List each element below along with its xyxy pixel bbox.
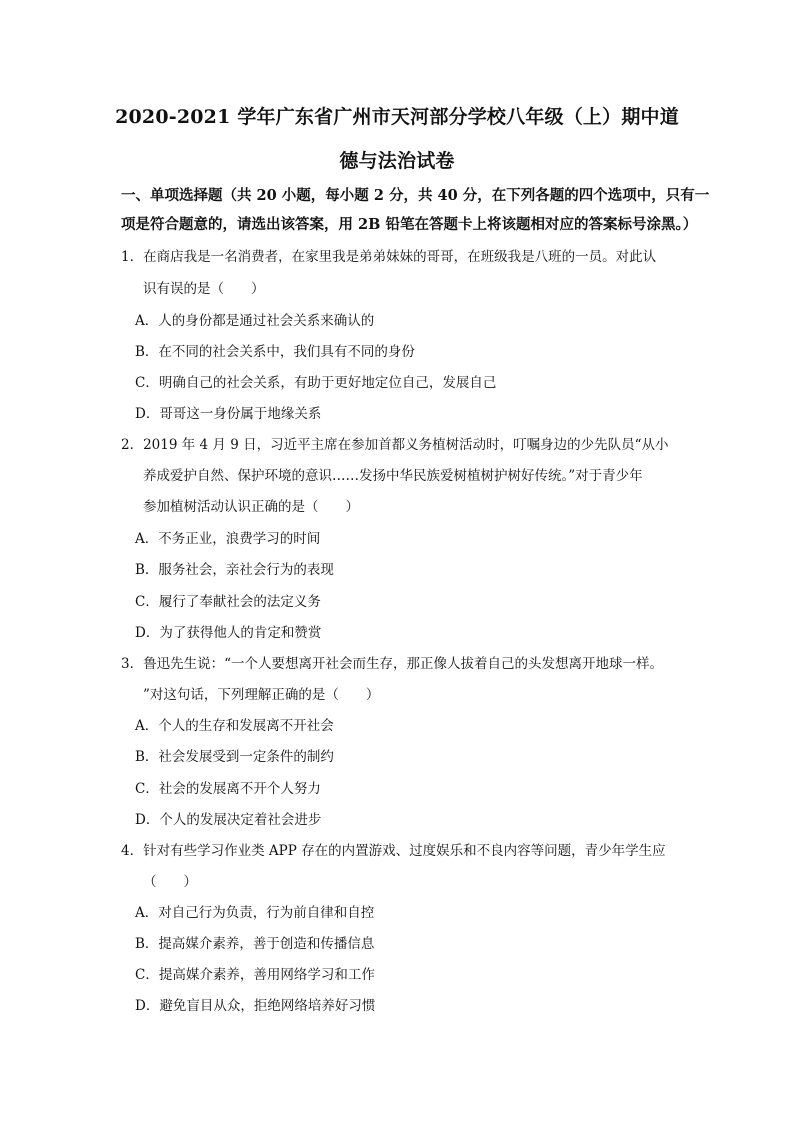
question-2-stem-line-2: 养成爱护自然、保护环境的意识……发扬中华民族爱树植树护树好传统。”对于青少年 (143, 468, 643, 484)
question-2-stem-line-3: 参加植树活动认识正确的是（ ） (143, 499, 359, 515)
question-3-option-a: A．个人的生存和发展离不开社会 (135, 718, 334, 734)
question-2-stem-line-1: 2．2019 年 4 月 9 日，习近平主席在参加首都义务植树活动时，叮嘱身边的少先队员“从小 (121, 437, 669, 453)
question-4-stem-line-1: 4．针对有些学习作业类 APP 存在的内置游戏、过度娱乐和不良内容等问题，青少年学生应 (121, 843, 666, 859)
question-3-stem-line-1: 3．鲁迅先生说：“一个人要想离开社会而生存，那正像人拔着自己的头发想离开地球一样。 (121, 656, 663, 672)
section-heading-line-2: 项是符合题意的，请选出该答案，用 2B 铅笔在答题卡上将该题相对应的答案标号涂黑。） (121, 216, 698, 233)
question-1-stem-line-1: 1．在商店我是一名消费者，在家里我是弟弟妹妹的哥哥，在班级我是八班的一员。对此认 (121, 249, 657, 265)
question-2-option-a: A．不务正业，浪费学习的时间 (135, 531, 321, 547)
question-3-option-c: C．社会的发展离不开个人努力 (135, 781, 321, 797)
question-1-stem-line-2: 识有误的是（ ） (143, 281, 265, 297)
question-4-option-c: C．提高媒介素养，善用网络学习和工作 (135, 967, 375, 983)
question-1-option-b: B．在不同的社会关系中，我们具有不同的身份 (135, 344, 415, 360)
question-1-option-c: C．明确自己的社会关系，有助于更好地定位自己，发展自己 (135, 375, 497, 391)
exam-title-line-1: 2020-2021 学年广东省广州市天河部分学校八年级（上）期中道 (115, 106, 679, 128)
question-3-stem-line-2: ”对这句话，下列理解正确的是（ ） (143, 687, 380, 703)
question-3-option-b: B．社会发展受到一定条件的制约 (135, 749, 334, 765)
question-2-option-d: D．为了获得他人的肯定和赞赏 (135, 625, 322, 641)
question-3-option-d: D．个人的发展决定着社会进步 (135, 812, 322, 828)
question-4-option-a: A．对自己行为负责，行为前自律和自控 (135, 905, 375, 921)
question-4-option-b: B．提高媒介素养，善于创造和传播信息 (135, 936, 375, 952)
question-4-option-d: D．避免盲目从众，拒绝网络培养好习惯 (135, 998, 376, 1014)
section-heading-line-1: 一、单项选择题（共 20 小题，每小题 2 分，共 40 分，在下列各题的四个选项中，只有一 (121, 187, 710, 204)
question-1-option-a: A．人的身份都是通过社会关系来确认的 (135, 313, 375, 329)
question-4-stem-line-2: （ ） (143, 874, 197, 890)
question-1-option-d: D．哥哥这一身份属于地缘关系 (135, 406, 322, 422)
question-2-option-c: C．履行了奉献社会的法定义务 (135, 594, 321, 610)
exam-title-line-2: 德与法治试卷 (339, 150, 455, 172)
question-2-option-b: B．服务社会，亲社会行为的表现 (135, 562, 334, 578)
